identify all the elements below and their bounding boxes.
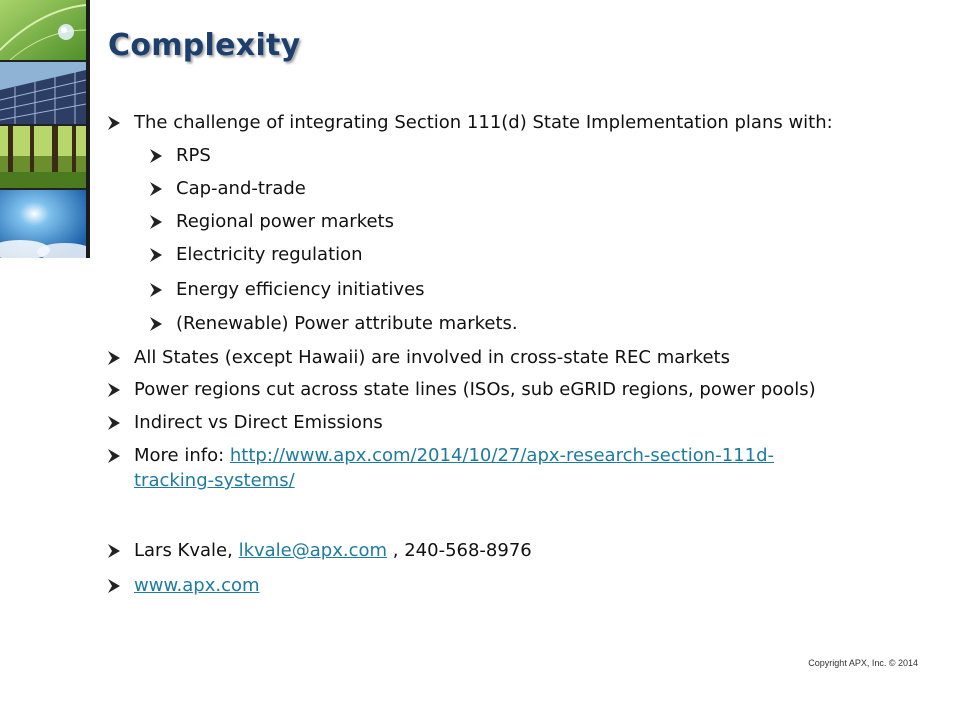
copyright-notice: Copyright APX, Inc. © 2014 <box>808 658 918 668</box>
sub-bullet-text: Energy efficiency initiatives <box>176 279 425 300</box>
contact-name: Lars Kvale, <box>134 540 239 561</box>
sub-bullet-text: RPS <box>176 145 211 166</box>
apx-research-link[interactable]: http://www.apx.com/2014/10/27/apx-research-section-111d- <box>229 445 774 466</box>
contact-phone: , 240-568-8976 <box>387 540 532 561</box>
email-link[interactable]: lkvale@apx.com <box>238 540 388 561</box>
arrow-bullet-icon <box>106 382 122 398</box>
arrow-bullet-icon <box>106 350 122 366</box>
arrow-bullet-icon <box>148 214 164 230</box>
bullet-text: Power regions cut across state lines (ISOs, sub eGRID regions, power pools) <box>134 379 816 400</box>
bullet-text: The challenge of integrating Section 111(d) State Implementation plans with: <box>134 112 833 133</box>
sub-bullet-text: Electricity regulation <box>176 244 363 265</box>
bullet-text: Indirect vs Direct Emissions <box>134 412 383 433</box>
leaf-image <box>0 0 86 60</box>
contact-text <box>134 540 532 562</box>
arrow-bullet-icon <box>148 181 164 197</box>
arrow-bullet-icon <box>148 148 164 164</box>
arrow-bullet-icon <box>106 448 122 464</box>
arrow-bullet-icon <box>148 282 164 298</box>
website-link[interactable]: www.apx.com <box>134 575 260 596</box>
arrow-bullet-icon <box>148 316 164 332</box>
arrow-bullet-icon <box>106 115 122 131</box>
solar-panels-image <box>0 62 86 124</box>
sub-bullet-text: Cap-and-trade <box>176 178 306 199</box>
sub-bullet-text: Regional power markets <box>176 211 394 232</box>
forest-image <box>0 126 86 188</box>
image-strip <box>0 0 90 258</box>
bullet-text: All States (except Hawaii) are involved in cross-state REC markets <box>134 347 730 368</box>
slide-title: Complexity <box>108 28 301 63</box>
arrow-bullet-icon <box>106 543 122 559</box>
sky-image <box>0 190 86 258</box>
strip-edge <box>86 0 90 258</box>
sub-bullet-text: (Renewable) Power attribute markets. <box>176 313 518 334</box>
arrow-bullet-icon <box>106 415 122 431</box>
arrow-bullet-icon <box>148 247 164 263</box>
arrow-bullet-icon <box>106 578 122 594</box>
more-info-label: More info: <box>134 445 230 466</box>
bullet-text-wrap <box>134 445 774 467</box>
apx-research-link-continuation[interactable]: tracking-systems/ <box>134 470 295 491</box>
